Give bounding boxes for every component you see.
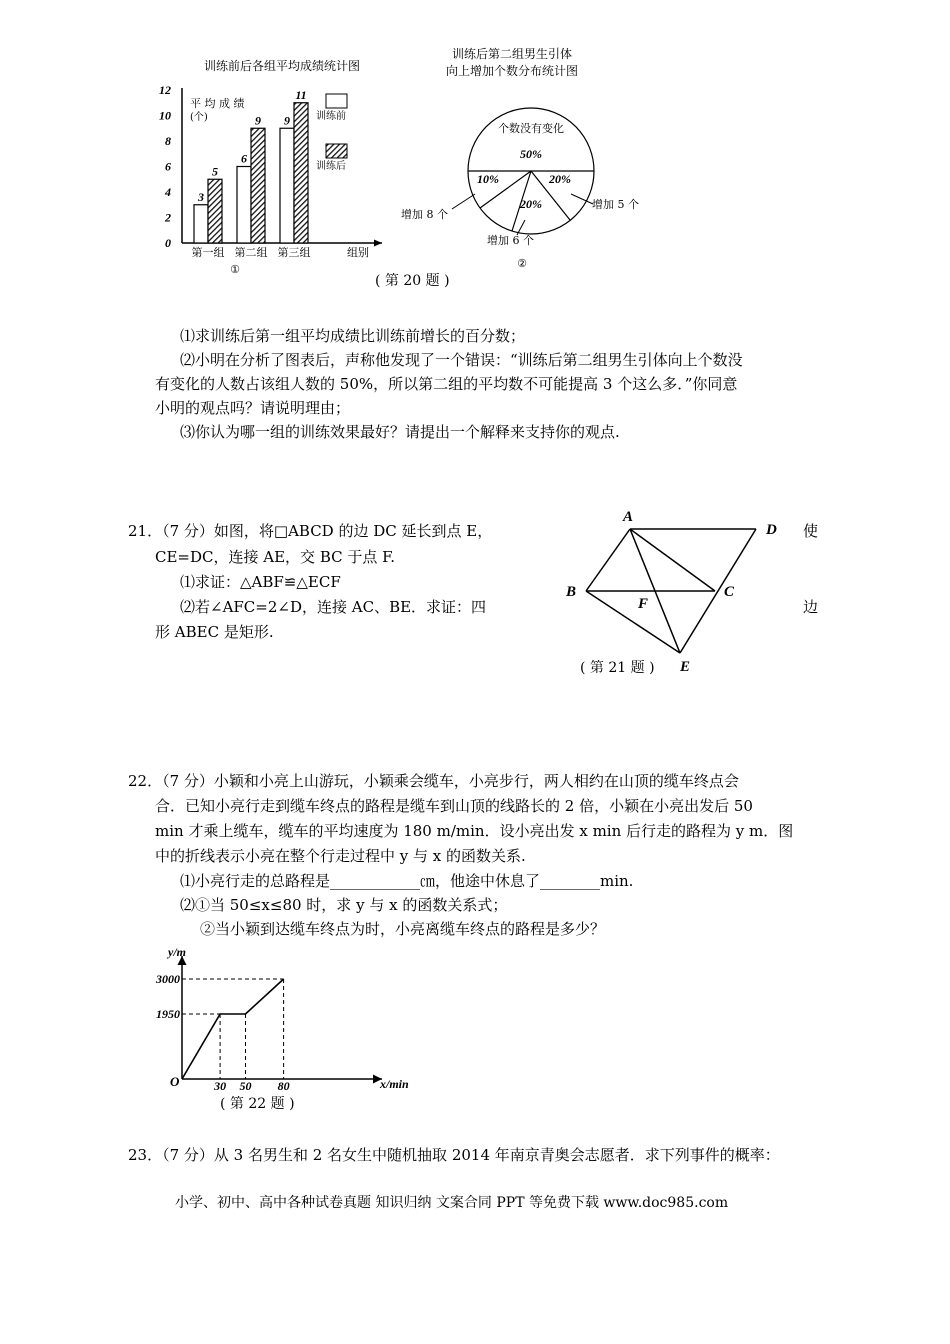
- fig22-caption: ( 第 22 题 ): [220, 1096, 295, 1112]
- bar-ytick-label: 0: [165, 236, 171, 250]
- q20-part3: ⑶你认为哪一组的训练效果最好？请提出一个解释来支持你的观点.: [180, 423, 620, 441]
- bar-after-value: 5: [212, 164, 218, 179]
- legend-after-swatch: [326, 144, 347, 158]
- bar-category-label: 第二组: [234, 246, 268, 259]
- q21-line1: 21．（7 分）如图，将□ABCD 的边 DC 延长到点 E，: [128, 522, 493, 540]
- line-chart: [150, 942, 425, 1097]
- y-axis-unit: (个): [190, 112, 208, 123]
- pie-title-line2: 向上增加个数分布统计图: [445, 64, 579, 78]
- pie-pct-20b: 20%: [520, 197, 542, 211]
- line-xtick-label: 50: [239, 1079, 252, 1093]
- bar-chart-title: 训练前后各组平均成绩统计图: [203, 59, 361, 73]
- line-ytick-label: 3000: [156, 972, 180, 986]
- q22-part2-1: ⑵①当 50≤x≤80 时，求 y 与 x 的函数关系式；: [180, 896, 508, 914]
- bar-before-value: 6: [241, 151, 247, 166]
- q22-line4: 中的折线表示小亮在整个行走过程中 y 与 x 的函数关系.: [155, 847, 526, 865]
- bar-before: [194, 205, 208, 243]
- bar-after: [251, 128, 265, 243]
- q21-line1-right: 使: [803, 522, 819, 540]
- q21-part2-right: 边: [803, 598, 819, 616]
- bar-after: [208, 179, 222, 243]
- point-C: C: [724, 584, 735, 600]
- q20-part2-line3: 小明的观点吗？请说明理由；: [155, 399, 351, 417]
- bar-chart: [150, 50, 400, 280]
- pie-pct-20a: 20%: [549, 172, 571, 186]
- q22-line2: 合．已知小亮行走到缆车终点的路程是缆车到山顶的线路长的 2 倍，小颖在小亮出发后 50: [155, 797, 753, 815]
- bar-ytick-label: 6: [165, 159, 171, 174]
- bar-after: [294, 103, 308, 243]
- pie-leader-8: [452, 194, 475, 209]
- bar-before-value: 3: [198, 189, 204, 204]
- pie-pct-50: 50%: [520, 147, 542, 161]
- segment-BE: [586, 591, 680, 653]
- line-ytick-label: 1950: [156, 1007, 180, 1021]
- bar-ytick-label: 8: [165, 134, 171, 148]
- bar-after-value: 9: [255, 113, 261, 128]
- bar-chart-sub: ①: [230, 263, 240, 276]
- legend-after-label: 训练后: [316, 161, 346, 172]
- line-y-axis-label: y/m: [168, 945, 186, 959]
- point-D: D: [766, 522, 777, 538]
- point-B: B: [566, 584, 577, 600]
- q21-part1: ⑴求证：△ABF≌△ECF: [180, 573, 341, 591]
- bar-ytick-label: 12: [159, 83, 171, 97]
- q20-part2-line2: 有变化的人数占该组人数的 50%，所以第二组的平均数不可能提高 3 个这么多．”你同意: [155, 375, 738, 393]
- pie-label-add5: 增加 5 个: [592, 198, 639, 211]
- bar-before: [237, 167, 251, 244]
- line-x-axis-label: x/min: [380, 1077, 409, 1091]
- pie-title-line1: 训练后第二组男生引体: [451, 47, 573, 61]
- line-origin-label: O: [170, 1074, 180, 1089]
- bar-ytick-label: 10: [159, 108, 171, 123]
- legend-before-label: 训练前: [316, 111, 346, 122]
- y-axis-label: 平 均 成 绩: [190, 97, 245, 110]
- bar-after-value: 11: [295, 87, 307, 102]
- pie-label-add8: 增加 8 个: [401, 208, 448, 221]
- q21-line2: CE=DC，连接 AE，交 BC 于点 F.: [155, 548, 395, 566]
- page-footer: 小学、初中、高中各种试卷真题 知识归纳 文案合同 PPT 等免费下载 www.doc985.com: [175, 1195, 729, 1211]
- legend-before-swatch: [326, 94, 347, 108]
- bar-ytick-label: 2: [165, 210, 171, 225]
- q22-part1: ⑴小亮行走的总路程是____________㎝，他途中休息了________min.: [180, 872, 634, 890]
- bar-category-label: 第一组: [191, 246, 225, 259]
- x-axis-label: 组别: [347, 246, 369, 259]
- bar-ytick-label: 4: [165, 185, 171, 199]
- bar-category-label: 第三组: [277, 246, 311, 259]
- q20-part1: ⑴求训练后第一组平均成绩比训练前增长的百分数；: [180, 327, 526, 345]
- point-A: A: [623, 509, 634, 525]
- pie-pct-10: 10%: [477, 172, 499, 186]
- q22-part2-2: ②当小颖到达缆车终点为时，小亮离缆车终点的路程是多少？: [200, 920, 606, 938]
- segment-AB: [586, 529, 630, 591]
- pie-chart-sub: ②: [517, 257, 527, 270]
- q21-part2: ⑵若∠AFC=2∠D，连接 AC、BE．求证：四: [180, 598, 487, 616]
- q20-part2-line1: ⑵小明在分析了图表后，声称他发现了一个错误：“训练后第二组男生引体向上个数没: [180, 351, 743, 369]
- bar-x-axis-arrow: [374, 240, 382, 247]
- fig21-caption: ( 第 21 题 ): [580, 660, 655, 676]
- geometry-figure: [560, 505, 790, 680]
- q22-line1: 22．（7 分）小颖和小亮上山游玩，小颖乘会缆车，小亮步行，两人相约在山顶的缆车终点会: [128, 772, 739, 790]
- point-E: E: [680, 659, 691, 675]
- pie-chart: [395, 42, 655, 272]
- line-xtick-label: 30: [214, 1079, 227, 1093]
- q21-line5: 形 ABEC 是矩形.: [155, 623, 274, 641]
- q23-line1: 23．（7 分）从 3 名男生和 2 名女生中随机抽取 2014 年南京青奥会志愿者．求下列事件的概率：: [128, 1146, 780, 1164]
- bar-before: [280, 128, 294, 243]
- q22-line3: min 才乘上缆车，缆车的平均速度为 180 m/min．设小亮出发 x min 后行走的路程为 y m．图: [155, 822, 794, 840]
- line-xtick-label: 80: [277, 1079, 290, 1093]
- line-series: [182, 979, 284, 1079]
- pie-label-nochange: 个数没有变化: [498, 122, 564, 135]
- bar-before-value: 9: [284, 113, 290, 128]
- point-F: F: [638, 596, 649, 612]
- fig20-caption: ( 第 20 题 ): [375, 273, 450, 289]
- pie-label-add6: 增加 6 个: [487, 234, 534, 247]
